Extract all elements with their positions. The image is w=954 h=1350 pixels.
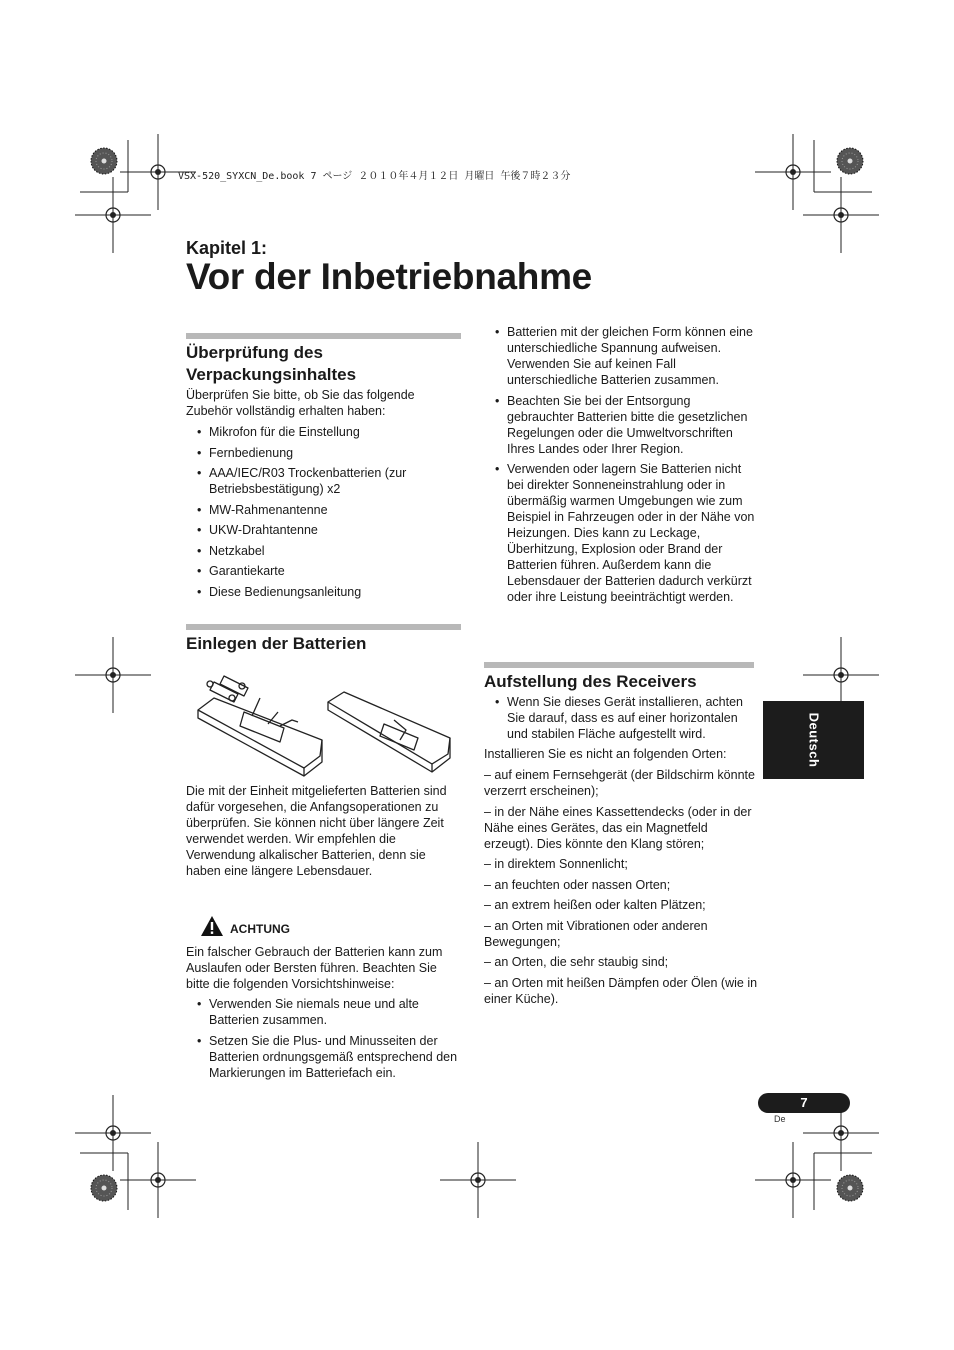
caution-intro: Ein falscher Gebrauch der Batterien kann zum Auslaufen oder Bersten führen. Beachten Sie bitte die folgenden Vorsichtshinweise: [186, 945, 443, 991]
list-item: • Garantiekarte [186, 563, 461, 579]
placement-list [484, 694, 756, 742]
section-divider [186, 333, 461, 339]
list-item: • Fernbedienung [186, 445, 461, 461]
chapter-title: Vor der Inbetriebnahme [186, 256, 592, 297]
list-item: – an feuchten oder nassen Orten; [484, 877, 671, 892]
batteries-body: Die mit der Einheit mitgelieferten Batterien sind dafür vorgesehen, die Anfangsoperationen zu überprüfen. Sie können nicht über längere Zeit verwendet werden. Wir empfehlen die Verwendung alkalischer Batterien, denn sie haben eine längere Lebensdauer. [186, 784, 447, 878]
caution-list-continued [484, 324, 756, 610]
language-side-tab [763, 701, 864, 779]
list-item: – in direktem Sonnenlicht; [484, 857, 628, 871]
caution-label: ACHTUNG [230, 922, 290, 936]
page-number: 7 [800, 1095, 808, 1110]
list-item: – auf einem Fernsehgerät (der Bildschirm könnte verzerrt erscheinen); [484, 768, 755, 798]
list-item: – an Orten mit heißen Dämpfen oder Ölen (wie in einer Küche). [484, 975, 758, 1006]
contents-list [186, 424, 461, 604]
list-item: – in der Nähe eines Kassettendecks (oder in der Nähe eines Gerätes, das ein Magnetfeld erzeugt). Dies könnte den Klang stören; [484, 804, 752, 851]
page-number-badge [758, 1093, 850, 1113]
list-item: • Diese Bedienungsanleitung [186, 584, 461, 600]
list-item: – an Orten mit Vibrationen oder anderen Bewegungen; [484, 918, 708, 949]
placement-intro: Installieren Sie es nicht an folgenden Orten: [484, 747, 727, 761]
remote-battery-illustration [194, 672, 456, 782]
list-item: • UKW-Drahtantenne [186, 522, 461, 538]
language-side-tab-label: Deutsch [806, 712, 821, 768]
list-item: • Verwenden Sie niemals neue und alte Batterien zusammen. [186, 996, 461, 1028]
print-file-info: VSX-520_SYXCN_De.book 7 ページ ２０１０年４月１２日 月曜日 午後７時２３分 [178, 171, 571, 182]
list-item: • MW-Rahmenantenne [186, 502, 461, 518]
section-heading-placement: Aufstellung des Receivers [484, 672, 697, 691]
list-item: • Verwenden oder lagern Sie Batterien nicht bei direkter Sonneneinstrahlung oder in übermäßig warmen Umgebungen wie zum Beispiel in Fahrzeugen oder in der Nähe von Heizungen. Dies kann zu Leckage, Überhitzung, Explosion oder Brand der Batterien führen. Außerdem kann die Lebensdauer der Batterien dadurch verkürzt oder ihre Leistung beeinträchtigt werden. [484, 461, 756, 605]
page-language-code: De [774, 1114, 786, 1124]
list-item: • Batterien mit der gleichen Form können eine unterschiedliche Spannung aufweisen. Verwenden Sie auf keinen Fall unterschiedliche Batterien zusammen. [484, 324, 756, 388]
placement-dash-list [484, 767, 759, 1011]
chapter-label: Kapitel 1: [186, 238, 268, 258]
list-item: • Beachten Sie bei der Entsorgung gebrauchter Batterien bitte die gesetzlichen Regelungen oder die Umweltvorschriften Ihres Landes oder Ihrer Region. [484, 393, 756, 457]
section-heading-contents: Überprüfung des Verpackungsinhaltes [186, 343, 357, 384]
section-heading-batteries: Einlegen der Batterien [186, 634, 367, 653]
section-divider [484, 662, 754, 668]
list-item: • Setzen Sie die Plus- und Minusseiten der Batterien ordnungsgemäß entsprechend den Markierungen im Batteriefach ein. [186, 1033, 461, 1081]
list-item: • Mikrofon für die Einstellung [186, 424, 461, 440]
list-item: • Netzkabel [186, 543, 461, 559]
warning-triangle-icon [200, 915, 224, 937]
section-divider [186, 624, 461, 630]
contents-intro: Überprüfen Sie bitte, ob Sie das folgende Zubehör vollständig erhalten haben: [186, 388, 415, 418]
list-item: – an Orten, die sehr staubig sind; [484, 955, 669, 969]
list-item: – an extrem heißen oder kalten Plätzen; [484, 898, 706, 912]
caution-list [186, 996, 461, 1085]
list-item: • AAA/IEC/R03 Trockenbatterien (zur Betriebsbestätigung) x2 [186, 465, 461, 497]
list-item: • Wenn Sie dieses Gerät installieren, achten Sie darauf, dass es auf einer horizontalen und stabilen Fläche aufgestellt wird. [484, 694, 756, 742]
